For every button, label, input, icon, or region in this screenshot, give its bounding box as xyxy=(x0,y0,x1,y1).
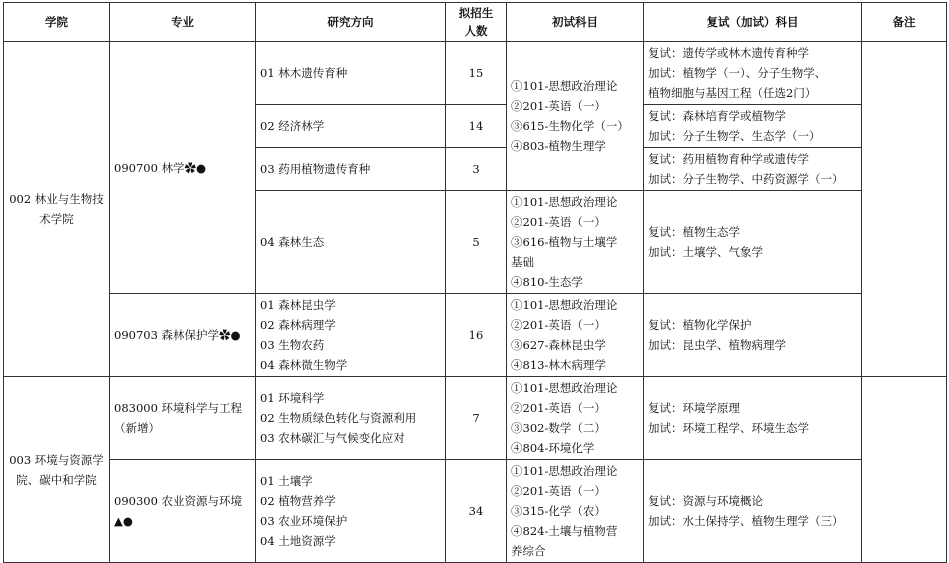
direction-cell: 02 经济林学 xyxy=(256,105,446,148)
exam-line: ④824-土壤与植物营 xyxy=(511,524,618,538)
exam-line: ②201-英语（一） xyxy=(511,215,606,229)
header-quota xyxy=(446,3,507,42)
exam-line: ②201-英语（一） xyxy=(511,99,606,113)
quota-cell: 5 xyxy=(446,191,507,294)
retest-cell xyxy=(644,148,862,191)
exam-line: ①101-思想政治理论 xyxy=(511,195,618,209)
retest-line: 复试：药用植物育种学或遗传学 xyxy=(648,152,809,166)
retest-cell xyxy=(644,191,862,294)
college-cell: 003 环境与资源学院、碳中和学院 xyxy=(4,377,110,563)
exam-line: ③302-数学（二） xyxy=(511,421,606,435)
initial-exam-cell xyxy=(507,377,644,460)
direction-line: 04 森林微生物学 xyxy=(260,358,348,372)
exam-line: ④804-环境化学 xyxy=(511,441,595,455)
quota-cell: 16 xyxy=(446,294,507,377)
retest-line: 复试：环境学原理 xyxy=(648,401,740,415)
exam-line: ④803-植物生理学 xyxy=(511,139,606,153)
direction-cell xyxy=(256,460,446,563)
retest-line: 加试：分子生物学、生态学（一） xyxy=(648,129,821,143)
retest-cell xyxy=(644,42,862,105)
exam-line: ②201-英语（一） xyxy=(511,401,606,415)
direction-line: 01 环境科学 xyxy=(260,391,325,405)
retest-line: 植物细胞与基因工程（任选2门） xyxy=(648,86,817,100)
header-major: 专业 xyxy=(110,3,256,42)
exam-line: ③616-植物与土壤学 xyxy=(511,235,618,249)
retest-line: 加试：水土保持学、植物生理学（三） xyxy=(648,514,844,528)
retest-line: 复试：植物化学保护 xyxy=(648,318,752,332)
exam-line: ①101-思想政治理论 xyxy=(511,381,618,395)
header-quota-line1: 拟招生 xyxy=(458,6,494,20)
direction-line: 02 植物营养学 xyxy=(260,494,336,508)
direction-cell: 03 药用植物遗传育种 xyxy=(256,148,446,191)
header-remark: 备注 xyxy=(862,3,947,42)
retest-line: 加试：昆虫学、植物病理学 xyxy=(648,338,786,352)
retest-line: 加试：分子生物学、中药资源学（一） xyxy=(648,172,844,186)
direction-line: 01 森林昆虫学 xyxy=(260,298,336,312)
direction-cell xyxy=(256,294,446,377)
retest-cell xyxy=(644,377,862,460)
header-initial-exam: 初试科目 xyxy=(507,3,644,42)
direction-line: 03 农林碳汇与气候变化应对 xyxy=(260,431,405,445)
direction-line: 04 土地资源学 xyxy=(260,534,336,548)
header-row xyxy=(4,3,947,42)
header-quota-line2: 人数 xyxy=(464,24,488,38)
retest-cell xyxy=(644,294,862,377)
table-row xyxy=(4,377,947,460)
direction-cell xyxy=(256,377,446,460)
direction-line: 02 森林病理学 xyxy=(260,318,336,332)
initial-exam-cell xyxy=(507,191,644,294)
quota-cell: 3 xyxy=(446,148,507,191)
major-cell: 090300 农业资源与环境▲● xyxy=(110,460,256,563)
table-row xyxy=(4,42,947,105)
retest-line: 加试：植物学（一）、分子生物学、 xyxy=(648,66,827,80)
exam-line: ③315-化学（农） xyxy=(511,504,606,518)
initial-exam-cell xyxy=(507,294,644,377)
exam-line: ①101-思想政治理论 xyxy=(511,298,618,312)
remark-cell xyxy=(862,42,947,377)
major-cell: 090700 林学✿● xyxy=(110,42,256,294)
retest-cell xyxy=(644,105,862,148)
retest-line: 加试：土壤学、气象学 xyxy=(648,245,763,259)
initial-exam-cell xyxy=(507,460,644,563)
header-retest: 复试（加试）科目 xyxy=(644,3,862,42)
major-cell: 083000 环境科学与工程（新增） xyxy=(110,377,256,460)
retest-line: 加试：环境工程学、环境生态学 xyxy=(648,421,809,435)
major-cell: 090703 森林保护学✿● xyxy=(110,294,256,377)
exam-line: ①101-思想政治理论 xyxy=(511,464,618,478)
quota-cell: 34 xyxy=(446,460,507,563)
quota-cell: 14 xyxy=(446,105,507,148)
direction-line: 01 土壤学 xyxy=(260,474,313,488)
header-college: 学院 xyxy=(4,3,110,42)
header-direction: 研究方向 xyxy=(256,3,446,42)
initial-exam-cell xyxy=(507,42,644,191)
direction-cell: 01 林木遗传育种 xyxy=(256,42,446,105)
direction-line: 03 生物农药 xyxy=(260,338,325,352)
exam-line: ①101-思想政治理论 xyxy=(511,79,618,93)
retest-line: 复试：资源与环境概论 xyxy=(648,494,763,508)
direction-line: 02 生物质绿色转化与资源利用 xyxy=(260,411,417,425)
exam-line: ④810-生态学 xyxy=(511,275,583,289)
table-row xyxy=(4,294,947,377)
exam-line: ③615-生物化学（一） xyxy=(511,119,629,133)
quota-cell: 15 xyxy=(446,42,507,105)
exam-line: 养综合 xyxy=(511,544,546,558)
retest-line: 复试：遗传学或林木遗传育种学 xyxy=(648,46,809,60)
exam-line: ④813-林木病理学 xyxy=(511,358,606,372)
exam-line: ②201-英语（一） xyxy=(511,318,606,332)
admissions-table xyxy=(3,2,947,563)
table-row xyxy=(4,460,947,563)
college-cell: 002 林业与生物技术学院 xyxy=(4,42,110,377)
retest-cell xyxy=(644,460,862,563)
exam-line: 基础 xyxy=(511,255,534,269)
retest-line: 复试：森林培育学或植物学 xyxy=(648,109,786,123)
quota-cell: 7 xyxy=(446,377,507,460)
exam-line: ②201-英语（一） xyxy=(511,484,606,498)
retest-line: 复试：植物生态学 xyxy=(648,225,740,239)
direction-cell: 04 森林生态 xyxy=(256,191,446,294)
exam-line: ③627-森林昆虫学 xyxy=(511,338,606,352)
direction-line: 03 农业环境保护 xyxy=(260,514,348,528)
remark-cell xyxy=(862,377,947,563)
